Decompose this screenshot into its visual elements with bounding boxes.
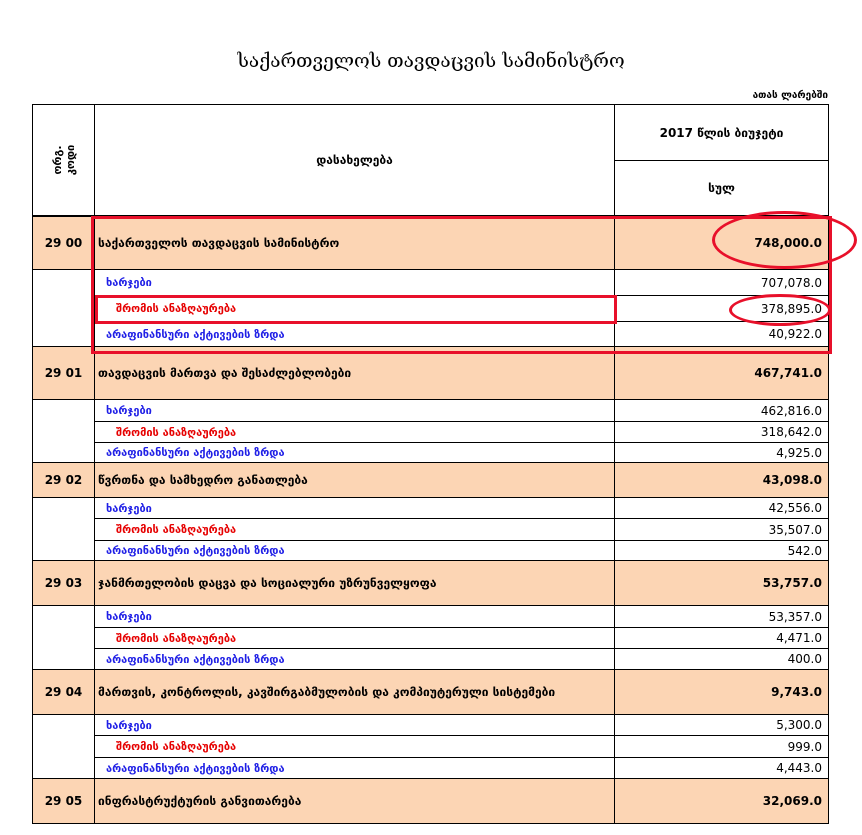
section-code: 29 02 <box>32 462 95 498</box>
section-name: თავდაცვის მართვა და შესაძლებლობები <box>94 346 615 400</box>
row-label-text: ხარჯები <box>106 610 152 623</box>
row-value: 400.0 <box>614 648 829 670</box>
header-budget-cell <box>614 104 829 161</box>
expenses-label <box>94 605 615 628</box>
section-name: საქართველოს თავდაცვის სამინისტრო <box>94 216 615 270</box>
assets-label <box>94 648 615 670</box>
highlight-ellipse-labor-value <box>729 294 831 326</box>
row-value: 42,556.0 <box>614 497 829 519</box>
assets-label <box>94 757 615 779</box>
row-value: 4,443.0 <box>614 757 829 779</box>
row-label-text: შრომის ანაზღაურება <box>116 425 237 439</box>
page-title: საქართველოს თავდაცვის სამინისტრო <box>237 50 625 72</box>
row-value: 707,078.0 <box>614 269 829 296</box>
assets-label <box>94 540 615 561</box>
highlight-rect-labor-row <box>95 295 617 324</box>
row-label-text: არაფინანსური აქტივების ზრდა <box>106 652 285 666</box>
row-label-text: შრომის ანაზღაურება <box>116 302 237 315</box>
unit-label: ათას ლარებში <box>752 90 828 101</box>
row-label-text: შრომის ანაზღაურება <box>116 631 237 645</box>
expenses-label <box>94 714 615 736</box>
row-label-text: არაფინანსური აქტივების ზრდა <box>106 544 285 557</box>
assets-label <box>94 442 615 463</box>
section-value: 32,069.0 <box>614 778 829 824</box>
row-value: 542.0 <box>614 540 829 561</box>
section-name: ინფრასტრუქტურის განვითარება <box>94 778 615 824</box>
row-value: 5,300.0 <box>614 714 829 736</box>
highlight-ellipse-total-value <box>712 211 857 269</box>
row-label-text: ხარჯები <box>106 501 152 515</box>
section-name: მართვის, კონტროლის, კავშირგაბმულობის და კომპიუტერული სისტემები <box>94 669 615 715</box>
row-value: 4,471.0 <box>614 627 829 649</box>
expenses-label <box>94 399 615 422</box>
section-value: 748,000.0 <box>614 216 829 270</box>
header-budget-label: 2017 წლის ბიუჯეტი <box>659 125 784 140</box>
header-name-cell <box>94 104 615 216</box>
row-label-text: შრომის ანაზღაურება <box>116 740 237 753</box>
blank-code-cell <box>32 497 95 561</box>
section-code: 29 00 <box>32 216 95 270</box>
section-name: ჯანმრთელობის დაცვა და სოციალური უზრუნველყოფა <box>94 560 615 606</box>
row-label-text: არაფინანსური აქტივების ზრდა <box>106 327 285 341</box>
blank-code-cell <box>32 714 95 779</box>
row-value: 999.0 <box>614 735 829 758</box>
section-code: 29 01 <box>32 346 95 400</box>
expenses-label <box>94 497 615 519</box>
header-total-label: სულ <box>708 181 735 195</box>
labor-label <box>94 627 615 649</box>
section-value: 43,098.0 <box>614 462 829 498</box>
row-value: 53,357.0 <box>614 605 829 628</box>
row-label-text: ხარჯები <box>106 404 152 417</box>
header-code-label: ორგ. კოდი <box>50 144 77 176</box>
section-code: 29 03 <box>32 560 95 606</box>
row-label-text: შრომის ანაზღაურება <box>116 523 237 536</box>
row-value: 4,925.0 <box>614 442 829 463</box>
header-name-label: დასახელება <box>316 153 393 167</box>
header-code-cell <box>32 104 95 216</box>
row-value: 318,642.0 <box>614 421 829 443</box>
section-code: 29 04 <box>32 669 95 715</box>
header-total-cell <box>614 160 829 216</box>
blank-code-cell <box>32 605 95 670</box>
labor-label <box>94 735 615 758</box>
labor-label <box>94 518 615 541</box>
row-label-text: არაფინანსური აქტივების ზრდა <box>106 761 285 775</box>
section-value: 53,757.0 <box>614 560 829 606</box>
section-code: 29 05 <box>32 778 95 824</box>
section-value: 9,743.0 <box>614 669 829 715</box>
blank-code-cell <box>32 269 95 347</box>
section-value: 467,741.0 <box>614 346 829 400</box>
row-label-text: ხარჯები <box>106 276 152 289</box>
row-value: 378,895.0 <box>614 295 829 322</box>
row-label-text: არაფინანსური აქტივების ზრდა <box>106 446 285 459</box>
row-label-text: ხარჯები <box>106 718 152 732</box>
row-value: 40,922.0 <box>614 321 829 347</box>
blank-code-cell <box>32 399 95 463</box>
labor-label <box>94 421 615 443</box>
row-value: 462,816.0 <box>614 399 829 422</box>
row-value: 35,507.0 <box>614 518 829 541</box>
section-name: წვრთნა და სამხედრო განათლება <box>94 462 615 498</box>
